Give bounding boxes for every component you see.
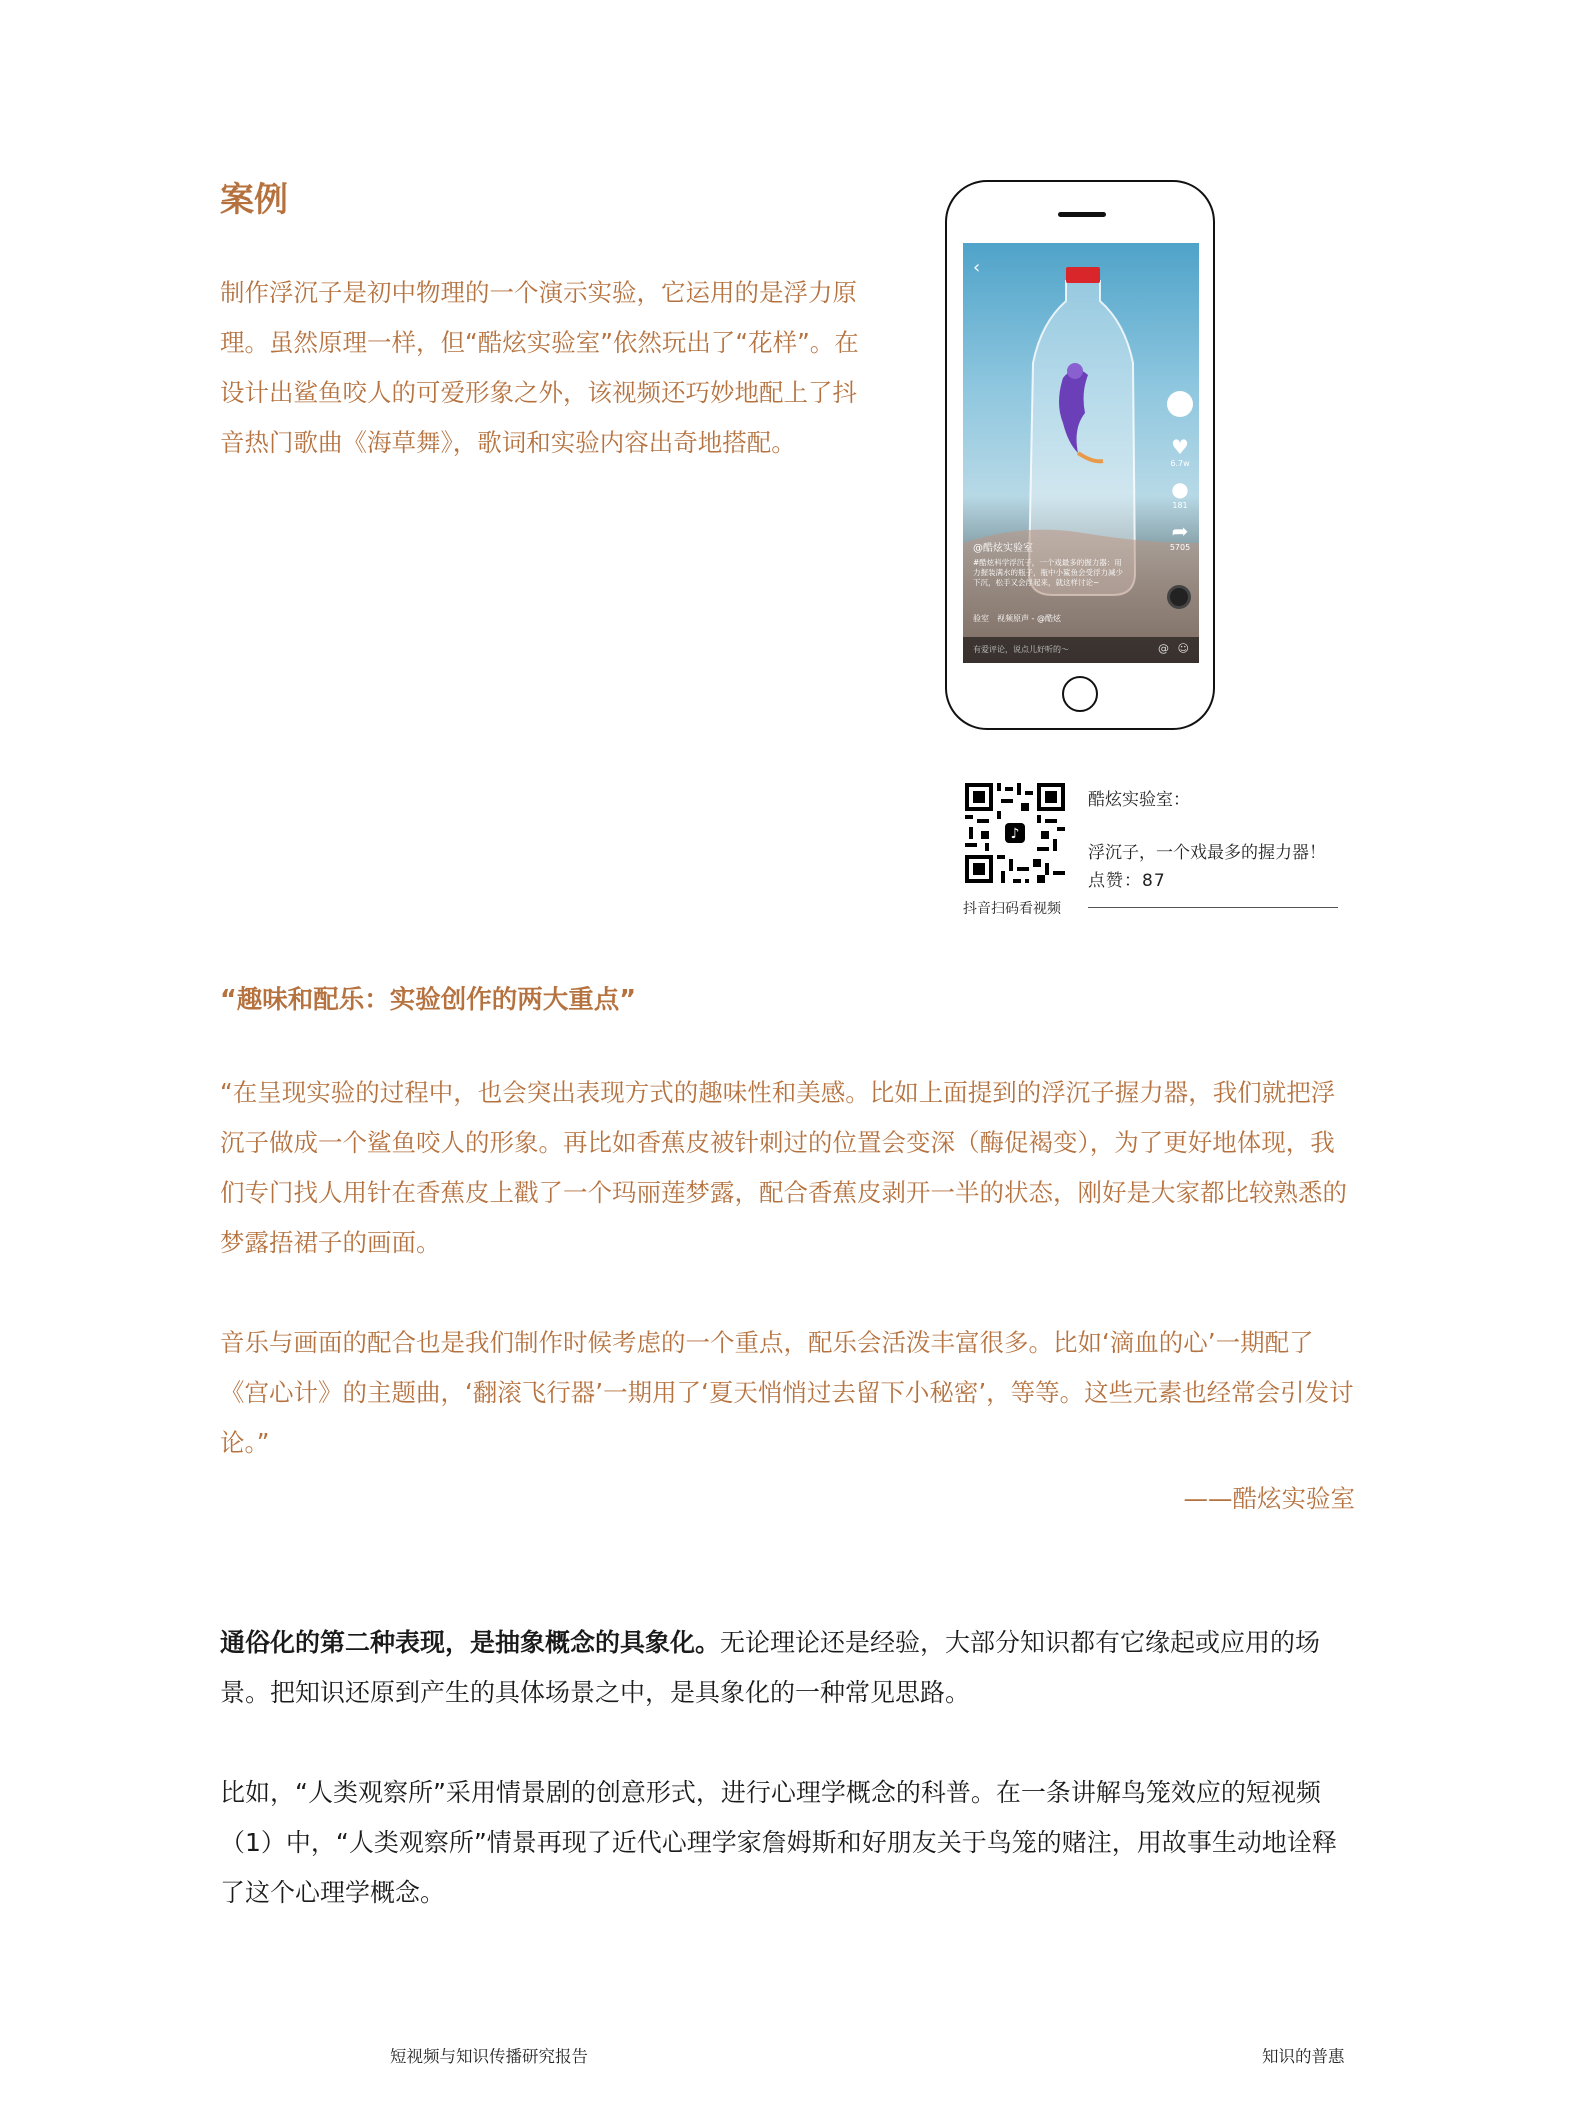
qr-caption: 抖音扫码看视频 (963, 901, 1061, 917)
bold-lead: 通俗化的第二种表现，是抽象概念的具象化。 (220, 1628, 721, 1657)
qr-likes: 点赞：87 (1088, 871, 1166, 891)
comment-input[interactable]: 有爱评论，说点儿好听的～ (973, 645, 1069, 654)
music-disc-icon[interactable] (1167, 585, 1191, 609)
phone-speaker (1058, 212, 1106, 217)
emoji-icon[interactable]: ☺ (1177, 642, 1189, 655)
video-caption: #酷炫科学浮沉子，一个戏最多的握力器：用力握装满水的瓶子，瓶中小鲨鱼会受浮力减少下沉，松手又会浮起来，就这样讨论~ (973, 558, 1123, 587)
qr-code (965, 783, 1065, 883)
qr-video-desc: 浮沉子，一个戏最多的握力器！ (1088, 843, 1326, 863)
footer-section-title: 知识的普惠 (1262, 2047, 1345, 2066)
video-screenshot (963, 243, 1199, 663)
chevron-left-icon[interactable]: ‹ (973, 257, 981, 278)
likes-count: 6.7w (1170, 459, 1190, 468)
case-body: 制作浮沉子是初中物理的一个演示实验，它运用的是浮力原理。虽然原理一样，但“酷炫实验室”依然玩出了“花样”。在设计出鲨鱼咬人的可爱形象之外，该视频还巧妙地配上了抖音热门歌曲《海草舞》，歌词和实验内容出奇地搭配。 (220, 278, 859, 457)
example-paragraph: 比如，“人类观察所”采用情景剧的创意形式，进行心理学概念的科普。在一条讲解鸟笼效应的短视频（1）中，“人类观察所”情景再现了近代心理学家詹姆斯和好朋友关于鸟笼的赌注，用故事生动地诠释了这个心理学概念。 (220, 1778, 1337, 1907)
video-account[interactable]: @酷炫实验室 (973, 543, 1033, 554)
video-music: 验室 视频原声 - @酷炫 (973, 614, 1061, 623)
quote-paragraph-1: “在呈现实验的过程中，也会突出表现方式的趣味性和美感。比如上面提到的浮沉子握力器，我们就把浮沉子做成一个鲨鱼咬人的形象。再比如香蕉皮被针刺过的位置会变深（酶促褐变），为了更好地体现，我们专门找人用针在香蕉皮上戳了一个玛丽莲梦露，配合香蕉皮剥开一半的状态，刚好是大家都比较熟悉的梦露捂裙子的画面。 (220, 1078, 1347, 1257)
divider (1088, 907, 1338, 908)
quote-signature: ——酷炫实验室 (1183, 1484, 1355, 1513)
concretization-paragraph (220, 1618, 1355, 1718)
qr-account-title: 酷炫实验室： (1088, 790, 1190, 810)
heart-icon[interactable]: ♥ (1171, 435, 1189, 459)
home-button (1062, 676, 1098, 712)
quote-heading: “趣味和配乐：实验创作的两大重点” (220, 985, 637, 1015)
comment-bar[interactable] (963, 637, 1199, 663)
shares-count: 5705 (1169, 543, 1191, 552)
avatar[interactable] (1167, 391, 1193, 417)
comment-icon[interactable]: ● (1171, 477, 1189, 501)
at-icon[interactable]: @ (1158, 642, 1169, 655)
share-icon[interactable]: ➦ (1171, 519, 1189, 543)
quote-paragraph-2: 音乐与画面的配合也是我们制作时候考虑的一个重点，配乐会活泼丰富很多。比如‘滴血的心’一期配了《宫心计》的主题曲，‘翻滚飞行器’一期用了‘夏天悄悄过去留下小秘密’，等等。这些元素也经常会引发讨论。” (220, 1328, 1354, 1457)
paragraph-rest: 无论理论还是经验，大部分知识都有它缘起或应用的场景。把知识还原到产生的具体场景之中，是具象化的一种常见思路。 (220, 1628, 1321, 1707)
footer-report-title: 短视频与知识传播研究报告 (390, 2047, 588, 2066)
case-title: 案例 (220, 180, 288, 220)
svg-text:♪: ♪ (1010, 826, 1020, 843)
comments-count: 181 (1172, 501, 1188, 510)
